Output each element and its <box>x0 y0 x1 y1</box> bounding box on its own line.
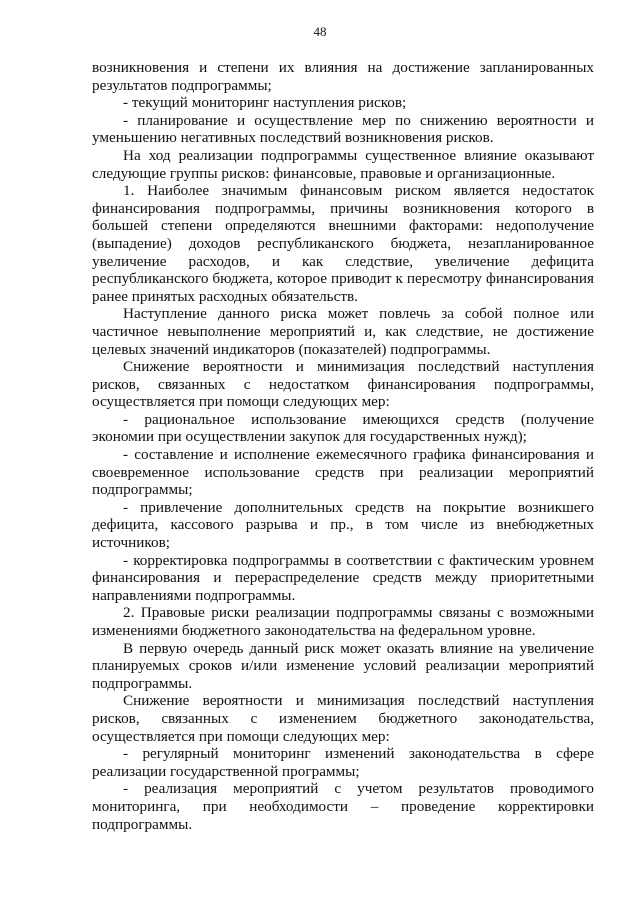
list-item: - корректировка подпрограммы в соответствии с фактическим уровнем финансирования и перераспределение средств между приоритетными направлениями подпрограммы. <box>92 551 594 604</box>
paragraph: В первую очередь данный риск может оказать влияние на увеличение планируемых сроков и/или изменение условий реализации мероприятий подпрограммы. <box>92 639 594 692</box>
list-item: - привлечение дополнительных средств на покрытие возникшего дефицита, кассового разрыва и пр., в том числе из внебюджетных источников; <box>92 498 594 552</box>
paragraph: возникновения и степени их влияния на достижение запланированных результатов подпрограммы; <box>92 59 594 94</box>
list-item: - составление и исполнение ежемесячного графика финансирования и своевременное использование средств при реализации мероприятий подпрограммы; <box>92 446 594 499</box>
list-item: - рациональное использование имеющихся средств (получение экономии при осуществлении закупок для государственных нужд); <box>92 410 594 446</box>
paragraph: На ход реализации подпрограммы существенное влияние оказывают следующие группы рисков: финансовые, правовые и организационные. <box>92 146 594 182</box>
page-number: 48 <box>313 24 327 39</box>
paragraph: Снижение вероятности и минимизация последствий наступления рисков, связанных с недостатком финансирования подпрограммы, осуществляется при помощи следующих мер: <box>92 358 594 411</box>
paragraph: 1. Наиболее значимым финансовым риском является недостаток финансирования подпрограммы, причины возникновения которого в большей степени определяются внешними факторами: недополучение (выпадение) доходов республиканского бюджета, незапланированное увеличение расходов, и как следствие, увеличение дефицита республиканского бюджета, которое приводит к пересмотру финансирования ранее принятых расходных обязательств. <box>92 182 594 305</box>
paragraph: 2. Правовые риски реализации подпрограммы связаны с возможными изменениями бюджетного законодательства на федеральном уровне. <box>92 604 594 639</box>
paragraph: Наступление данного риска может повлечь за собой полное или частичное невыполнение мероприятий и, как следствие, не достижение целевых значений индикаторов (показателей) подпрограммы. <box>92 305 594 358</box>
list-item: - текущий мониторинг наступления рисков; <box>123 94 407 112</box>
paragraph: Снижение вероятности и минимизация последствий наступления рисков, связанных с изменением бюджетного законодательства, осуществляется при помощи следующих мер: <box>92 692 594 745</box>
document-body <box>92 59 594 833</box>
list-item: - регулярный мониторинг изменений законодательства в сфере реализации государственной программы; <box>92 745 594 780</box>
list-item: - планирование и осуществление мер по снижению вероятности и уменьшению негативных последствий возникновения рисков. <box>92 111 594 147</box>
list-item: - реализация мероприятий с учетом результатов проводимого мониторинга, при необходимости – проведение корректировки подпрограммы. <box>92 780 594 833</box>
